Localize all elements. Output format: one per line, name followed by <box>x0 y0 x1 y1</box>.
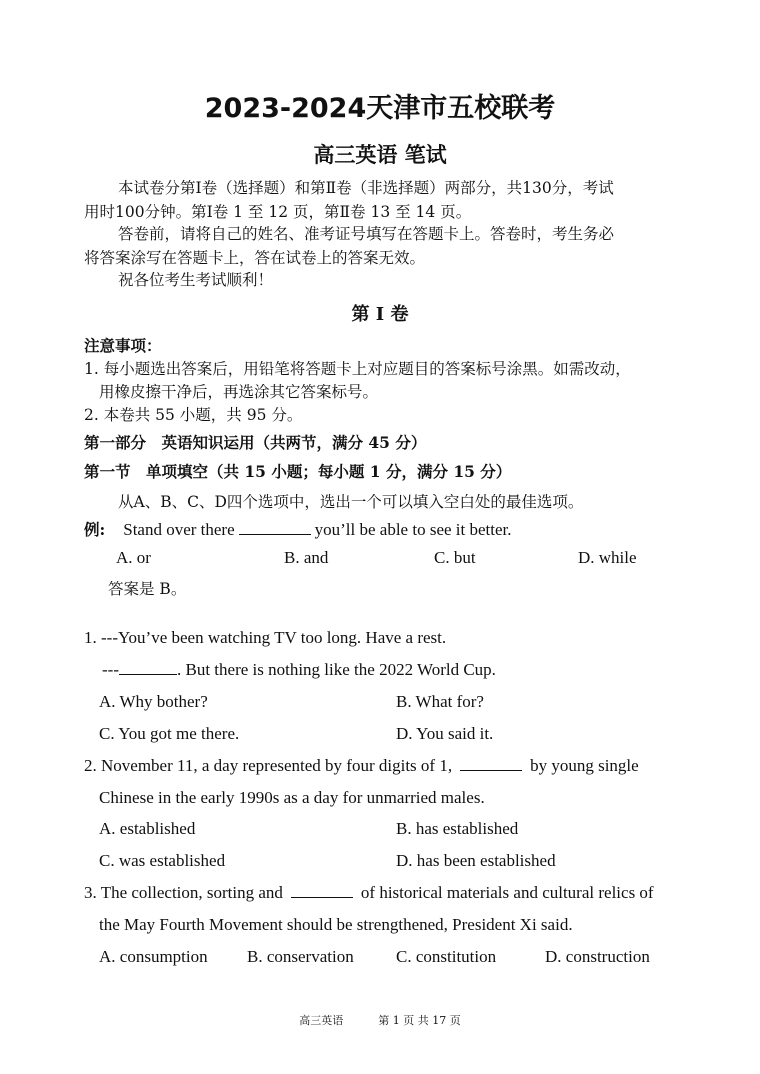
example-label: 例: <box>84 520 106 539</box>
example-stem-before: Stand over there <box>123 520 235 539</box>
intro-line-4: 将答案涂写在答题卡上，答在试卷上的答案无效。 <box>84 249 426 267</box>
intro-line-3: 答卷前，请将自己的姓名、准考证号填写在答题卡上。答卷时，考生务必 <box>118 225 615 243</box>
example-option-b: B. and <box>284 548 329 567</box>
question-3-option-c: C. constitution <box>396 947 497 966</box>
section-instruction: 从A、B、C、D四个选项中，选出一个可以填入空白处的最佳选项。 <box>118 493 584 511</box>
example-option-a: A. or <box>116 548 151 567</box>
question-1-line-1: 1. ---You’ve been watching TV too long. Have a rest. <box>84 628 447 647</box>
question-2-line-2: Chinese in the early 1990s as a day for unmarried males. <box>99 788 485 807</box>
question-3-line-2: the May Fourth Movement should be strengthened, President Xi said. <box>99 915 573 934</box>
example-option-d: D. while <box>578 548 637 567</box>
question-2-blank <box>460 756 522 771</box>
question-3-option-d: D. construction <box>545 947 650 966</box>
example-answer: 答案是 B。 <box>108 580 187 598</box>
question-1-option-c: C. You got me there. <box>99 724 240 743</box>
question-3-blank <box>291 883 353 898</box>
exam-title: 2023-2024天津市五校联考 <box>204 93 556 124</box>
intro-line-2: 用时100分钟。第Ⅰ卷 1 至 12 页，第Ⅱ卷 13 至 14 页。 <box>84 203 472 221</box>
question-2-option-a: A. established <box>99 819 196 838</box>
question-1-option-d: D. You said it. <box>396 724 494 743</box>
question-2-option-c: C. was established <box>99 851 226 870</box>
question-1-option-a: A. Why bother? <box>99 692 208 711</box>
question-1-dash: --- <box>102 660 119 679</box>
volume-title: 第 I 卷 <box>351 304 409 325</box>
question-2-option-d: D. has been established <box>396 851 556 870</box>
question-3-line-1 <box>84 883 654 903</box>
notes-heading: 注意事项： <box>84 336 162 355</box>
question-2-stem-after: by young single <box>530 756 639 775</box>
notes-item-1-line-2: 用橡皮擦干净后，再选涂其它答案标号。 <box>99 383 379 401</box>
notes-item-1-line-1: 1. 每小题选出答案后，用铅笔将答题卡上对应题目的答案标号涂黑。如需改动， <box>84 360 631 378</box>
example-stem-after: you’ll be able to see it better. <box>314 520 512 539</box>
exam-subtitle: 高三英语 笔试 <box>313 143 447 167</box>
question-2-line-1 <box>84 756 639 776</box>
question-1-option-b: B. What for? <box>396 692 484 711</box>
question-3-stem-before: 3. The collection, sorting and <box>84 883 283 902</box>
question-3-option-a: A. consumption <box>99 947 208 966</box>
example-stem <box>84 518 512 540</box>
question-2-stem-before: 2. November 11, a day represented by four digits of 1, <box>84 756 453 775</box>
question-1-line-2 <box>102 660 496 680</box>
question-1-line-2-text: . But there is nothing like the 2022 World Cup. <box>176 660 496 679</box>
intro-line-5: 祝各位考生考试顺利！ <box>118 271 274 289</box>
part-1-heading: 第一部分 英语知识运用（共两节，满分 45 分） <box>84 433 427 452</box>
question-1-blank <box>119 660 177 675</box>
page-footer <box>0 1012 760 1028</box>
question-2-option-b: B. has established <box>396 819 519 838</box>
footer-page-number: 第 1 页 共 17 页 <box>378 1014 461 1027</box>
example-blank <box>239 520 311 535</box>
example-option-c: C. but <box>434 548 476 567</box>
question-3-stem-after: of historical materials and cultural relics of <box>360 883 654 902</box>
footer-subject: 高三英语 <box>299 1014 344 1027</box>
intro-line-1: 本试卷分第Ⅰ卷（选择题）和第Ⅱ卷（非选择题）两部分，共130分，考试 <box>118 179 614 197</box>
question-3-option-b: B. conservation <box>247 947 354 966</box>
notes-item-2: 2. 本卷共 55 小题，共 95 分。 <box>84 406 303 424</box>
section-1-heading: 第一节 单项填空（共 15 小题；每小题 1 分，满分 15 分） <box>84 462 512 481</box>
